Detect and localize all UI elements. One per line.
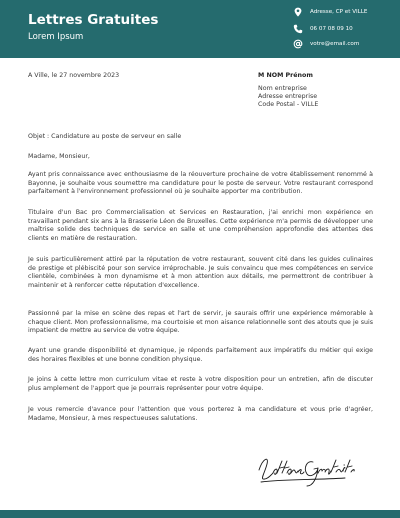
contact-address-text: Adresse, CP et VILLE <box>310 9 368 15</box>
sender-name: Lettres Gratuites <box>28 12 159 28</box>
footer-bar <box>0 510 400 518</box>
letter-paragraph: Ayant pris connaissance avec enthousiasme de la réouverture prochaine de votre établissement renommé à Bayonne, je souhaite vous soumettre ma candidature pour le poste de serveur. Votre restaurant correspond parfaitement à l'environnement professionnel où je souhaite apporter ma contribution. <box>28 171 373 196</box>
letter-subject: Objet : Candidature au poste de serveur en salle <box>28 133 182 140</box>
phone-icon <box>293 24 303 34</box>
recipient-block <box>258 71 318 110</box>
letter-paragraph: Passionné par la mise en scène des repas et l'art de servir, je saurais offrir une expérience mémorable à chaque client. Mon professionnalisme, ma courtoisie et mon aisance relationnelle sont des atouts que je suis impatient de mettre au service de votre équipe. <box>28 310 373 335</box>
contact-phone-text: 06 07 08 09 10 <box>310 26 353 32</box>
contact-email[interactable] <box>293 38 359 50</box>
contact-address <box>293 6 367 18</box>
recipient-address: Adresse entreprise <box>258 93 318 101</box>
handwritten-signature <box>255 448 355 490</box>
contact-phone <box>293 23 353 35</box>
at-icon <box>293 39 303 49</box>
letter-paragraph: Je vous remercie d'avance pour l'attention que vous porterez à ma candidature et vous prie d'agréer, Madame, Monsieur, à mes respectueuses salutations. <box>28 406 373 422</box>
location-pin-icon <box>293 7 303 17</box>
recipient-name: M NOM Prénom <box>258 72 313 79</box>
letter-paragraph: Ayant une grande disponibilité et dynamique, je réponds parfaitement aux impératifs du métier qui exige des horaires flexibles et une bonne condition physique. <box>28 347 373 363</box>
letter-date-place: A Ville, le 27 novembre 2023 <box>28 72 120 79</box>
recipient-company: Nom entreprise <box>258 85 307 92</box>
letter-paragraph: Je suis particulièrement attiré par la réputation de votre restaurant, souvent cité dans les guides culinaires de prestige et plébiscité pour son service irréprochable. Je suis convaincu que mes compétences en service clientèle, combinées à mon dynamisme et à mon attention aux détails, me permettront de contribuer à maintenir et à renforcer cette réputation d'excellence. <box>28 256 373 290</box>
letter-paragraph: Titulaire d'un Bac pro Commercialisation et Services en Restauration, j'ai enrichi mon expérience en travaillant pendant six ans à la Brasserie Léon de Bruxelles. Cette expérience m'a permis de développer une maîtrise solide des techniques de service en salle et une compréhension approfondie des attentes des clients en matière de restauration. <box>28 209 373 243</box>
letter-header <box>0 0 400 58</box>
contact-email-text: votre@email.com <box>310 41 360 47</box>
recipient-postcode-city: Code Postal - VILLE <box>258 101 319 109</box>
letter-salutation: Madame, Monsieur, <box>28 153 90 160</box>
sender-subtitle: Lorem Ipsum <box>28 32 84 42</box>
letter-paragraph: Je joins à cette lettre mon curriculum vitae et reste à votre disposition pour un entretien, afin de discuter plus amplement de l'apport que je pourrais représenter pour votre équipe. <box>28 376 373 392</box>
